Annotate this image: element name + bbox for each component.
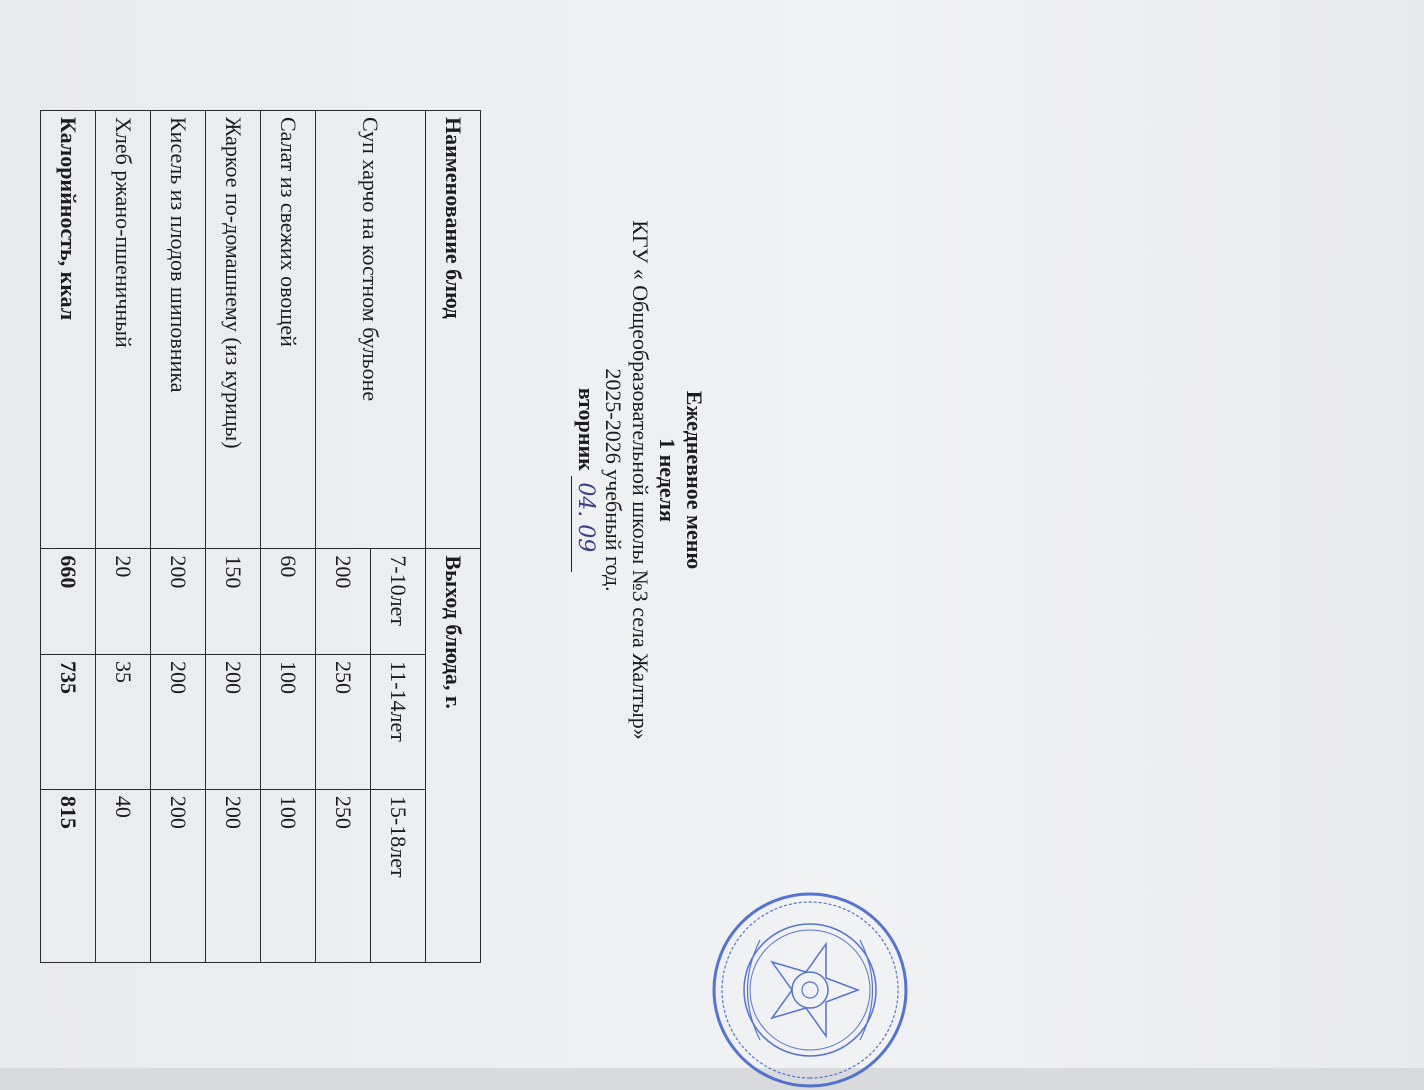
- total-value: 815: [41, 789, 96, 962]
- table-total-row: [41, 111, 96, 963]
- day-line: [571, 200, 600, 760]
- dish-name: Жаркое по-домашнему (из курицы): [206, 111, 261, 549]
- total-value: 735: [41, 655, 96, 790]
- portion-value: 200: [316, 549, 371, 655]
- handwritten-date: 04. 09: [571, 476, 599, 572]
- day-of-week: вторник: [574, 387, 599, 471]
- table-row: [151, 111, 206, 963]
- week-label: 1 неделя: [655, 438, 680, 522]
- age-group: 15-18лет: [371, 789, 426, 962]
- school-name: КГУ « Общеобразовательной школы №3 села Жалтыр»: [628, 220, 653, 740]
- portion-value: 150: [206, 549, 261, 655]
- document-title-block: [571, 200, 708, 760]
- header-output: Выход блюда, г.: [426, 549, 481, 963]
- portion-value: 35: [96, 655, 151, 790]
- table-row: [261, 111, 316, 963]
- age-group: 11-14лет: [371, 655, 426, 790]
- total-label: Калорийность, ккал: [41, 111, 96, 549]
- table-row: [206, 111, 261, 963]
- document-title: Ежедневное меню: [682, 390, 707, 570]
- total-value: 660: [41, 549, 96, 655]
- portion-value: 100: [261, 655, 316, 790]
- portion-value: 200: [151, 789, 206, 962]
- dish-name: Хлеб ржано-пшеничный: [96, 111, 151, 549]
- menu-table: [40, 110, 481, 963]
- table-row: [371, 111, 426, 963]
- dish-name: Суп харчо на костном бульоне: [316, 111, 426, 549]
- school-year: 2025-2026 учебный год.: [601, 368, 626, 592]
- portion-value: 200: [151, 549, 206, 655]
- portion-value: 20: [96, 549, 151, 655]
- table-row: [96, 111, 151, 963]
- portion-value: 200: [206, 789, 261, 962]
- dish-name: Кисель из плодов шиповника: [151, 111, 206, 549]
- portion-value: 250: [316, 789, 371, 962]
- portion-value: 100: [261, 789, 316, 962]
- dish-name: Салат из свежих овощей: [261, 111, 316, 549]
- portion-value: 200: [151, 655, 206, 790]
- official-stamp: [710, 890, 910, 1090]
- portion-value: 200: [206, 655, 261, 790]
- age-group: 7-10лет: [371, 549, 426, 655]
- header-dish-name: Наименование блюд: [426, 111, 481, 549]
- portion-value: 40: [96, 789, 151, 962]
- portion-value: 250: [316, 655, 371, 790]
- table-header-row: [426, 111, 481, 963]
- portion-value: 60: [261, 549, 316, 655]
